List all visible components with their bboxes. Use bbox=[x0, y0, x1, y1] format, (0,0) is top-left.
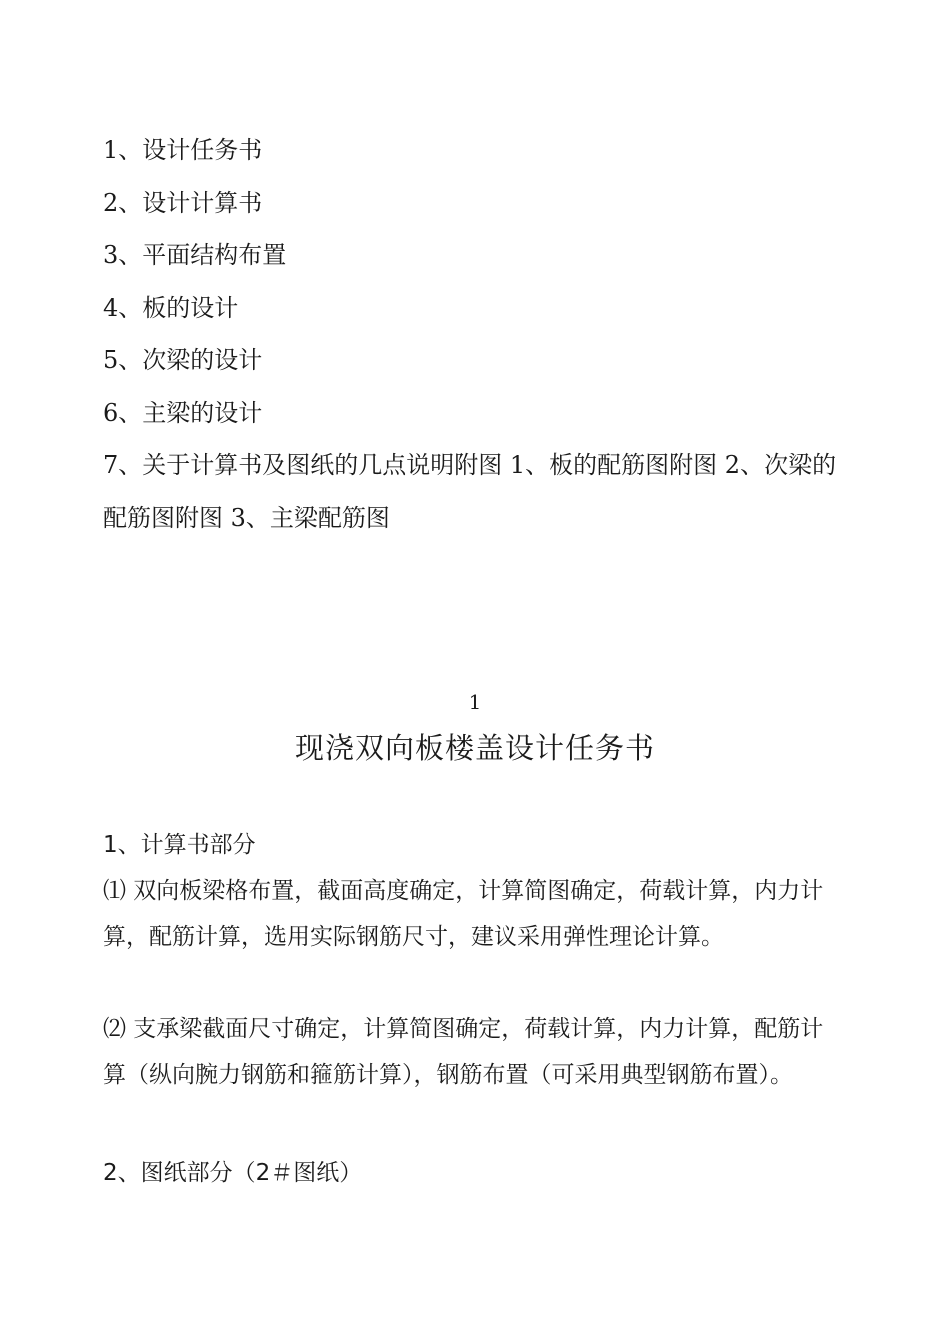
page-number: 1 bbox=[468, 690, 482, 714]
paragraph-slab-design: ⑴ 双向板梁格布置，截面高度确定，计算简图确定，荷载计算，内力计算，配筋计算，选用实际钢筋尺寸，建议采用弹性理论计算。 bbox=[103, 878, 824, 950]
table-of-contents bbox=[103, 124, 843, 544]
section-heading-drawings: 2、图纸部分（2＃图纸） bbox=[103, 1160, 363, 1186]
toc-item: 1、设计任务书 bbox=[103, 136, 263, 164]
toc-item: 2、设计计算书 bbox=[103, 188, 263, 217]
toc-item: 4、板的设计 bbox=[103, 293, 239, 322]
toc-item: 7、关于计算书及图纸的几点说明附图 1、板的配筋图附图 2、次梁的配筋图附图 3、主梁配筋图 bbox=[103, 451, 837, 532]
paragraph-beam-design: ⑵ 支承梁截面尺寸确定，计算简图确定，荷载计算，内力计算，配筋计算（纵向腕力钢筋和箍筋计算），钢筋布置（可采用典型钢筋布置）。 bbox=[103, 1016, 824, 1088]
toc-item: 6、主梁的设计 bbox=[103, 398, 263, 427]
toc-item: 5、次梁的设计 bbox=[103, 346, 263, 374]
document-title: 现浇双向板楼盖设计任务书 bbox=[294, 731, 655, 765]
toc-item: 3、平面结构布置 bbox=[103, 241, 287, 269]
section-heading-calculation: 1、计算书部分 bbox=[103, 832, 256, 858]
